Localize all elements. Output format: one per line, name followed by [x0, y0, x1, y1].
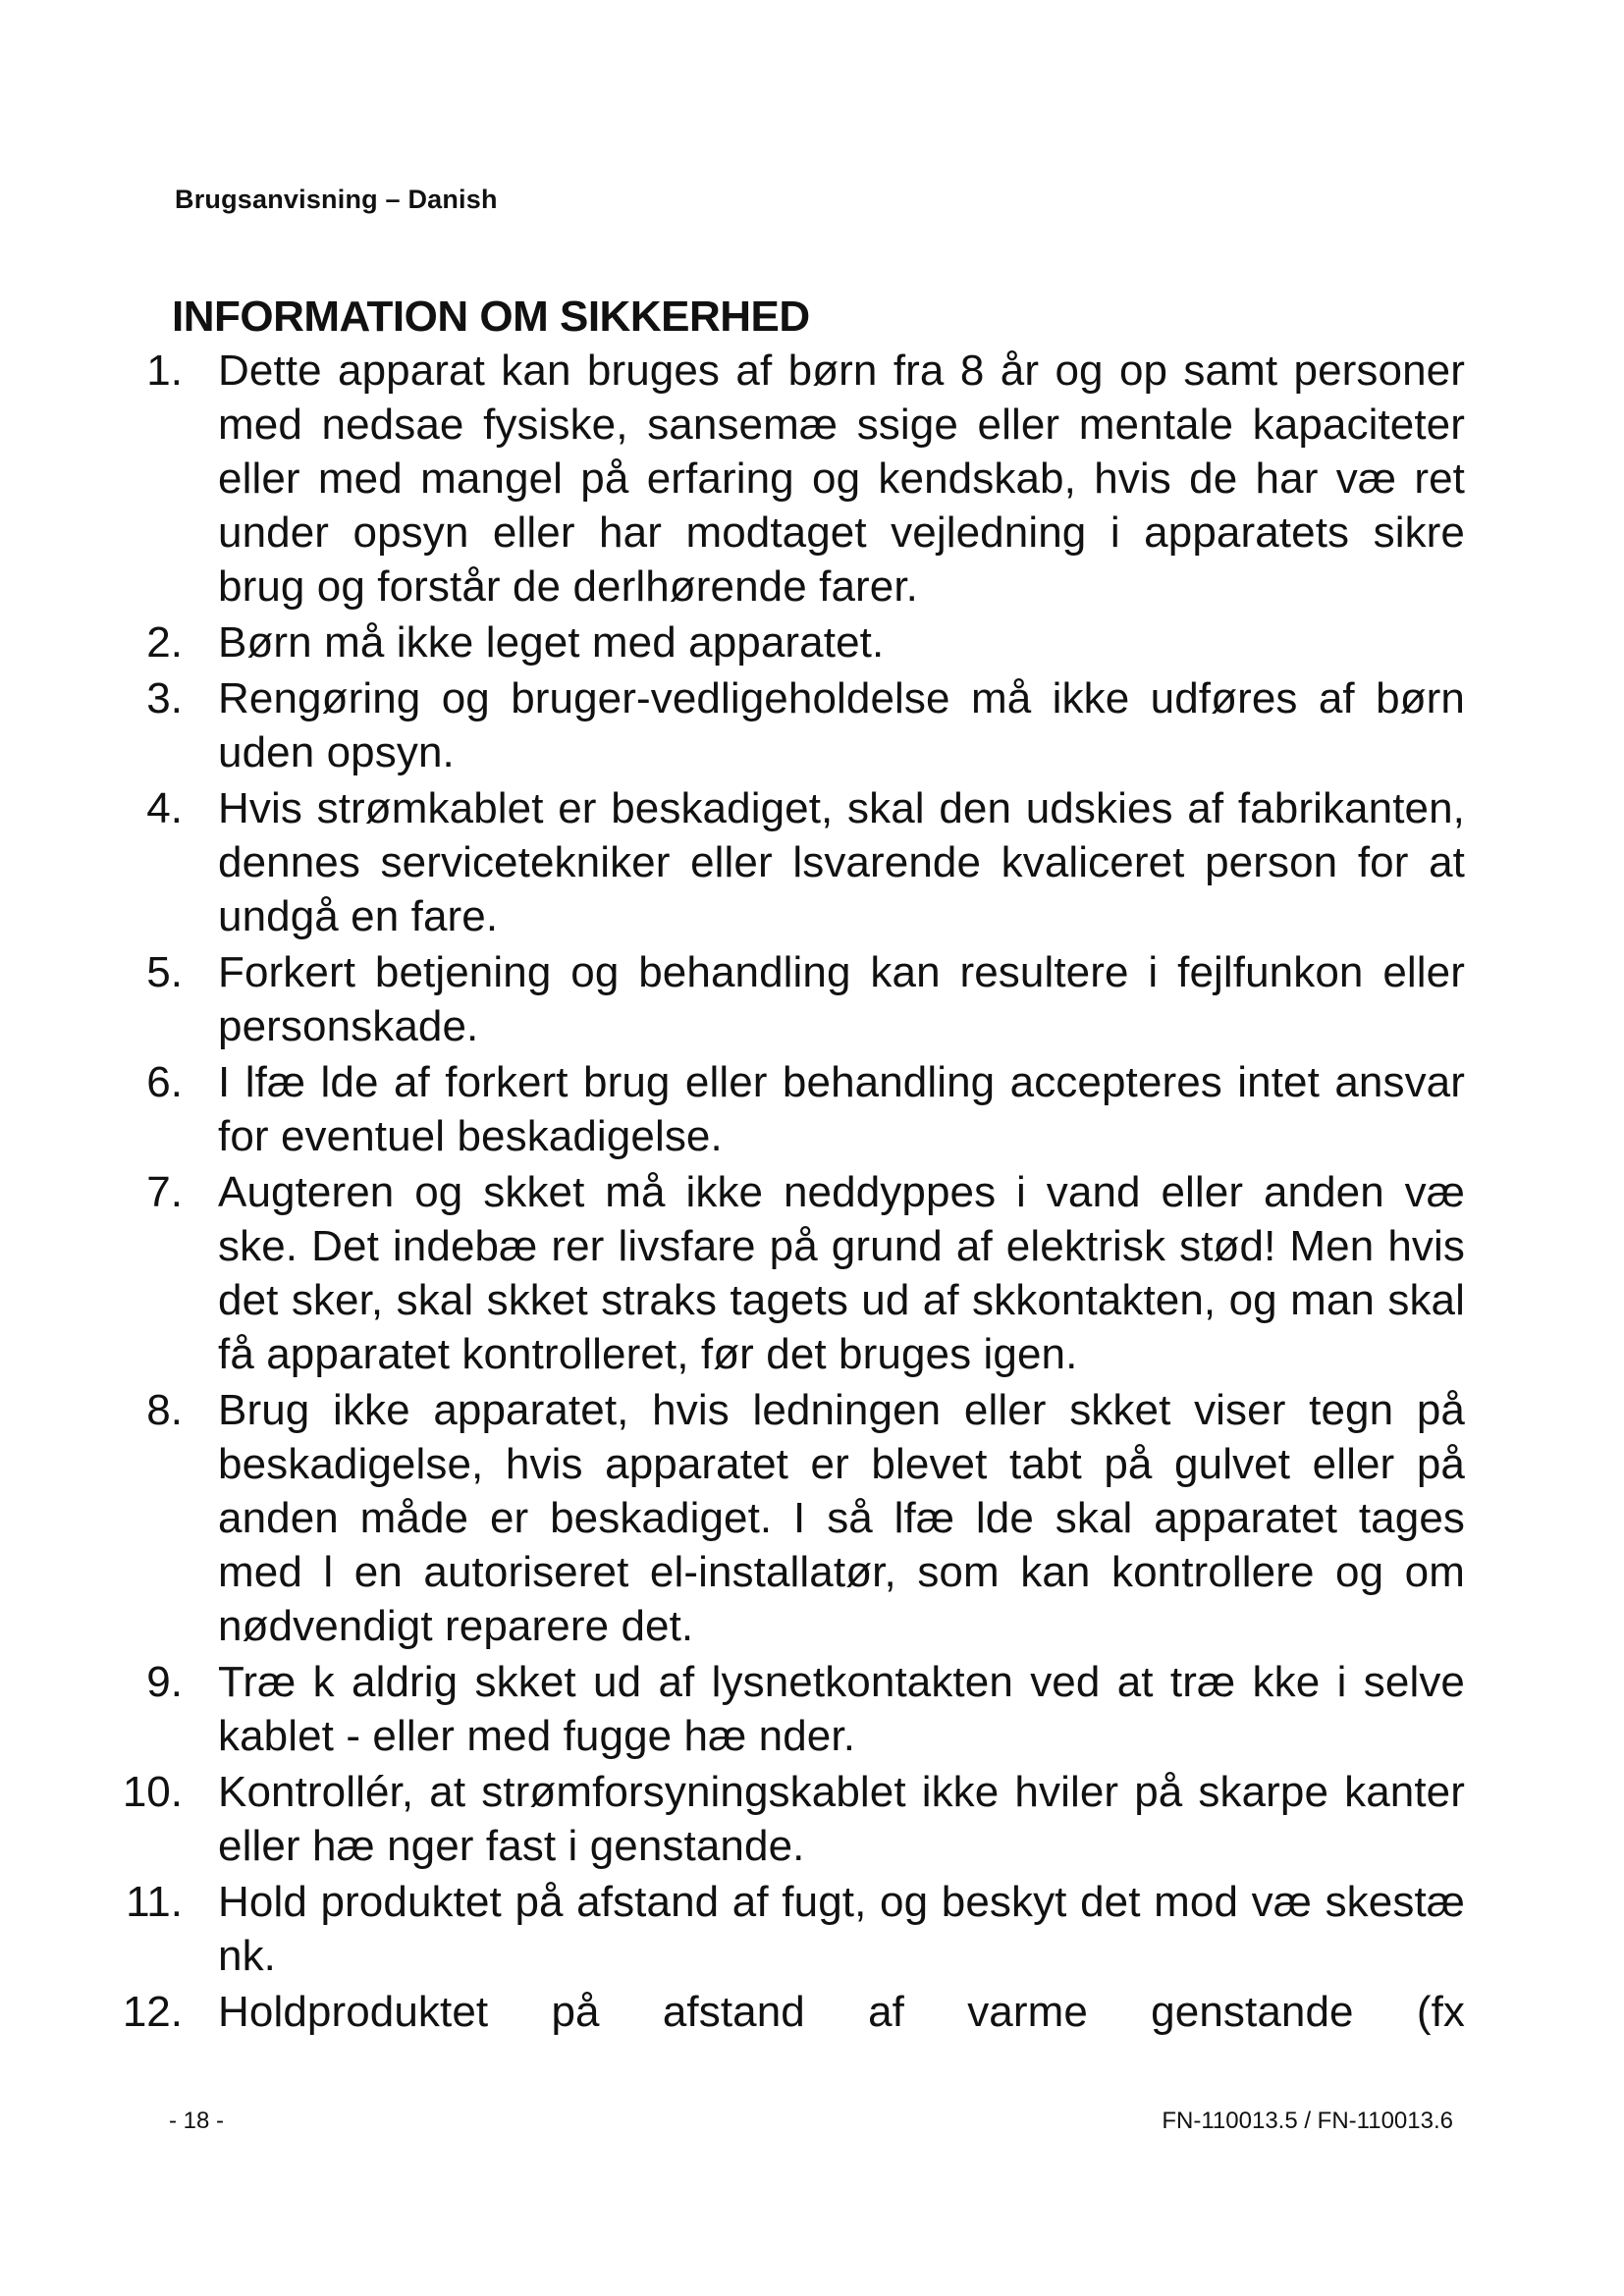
list-item-text: Brug ikke apparatet, hvis ledningen eller skket viser tegn på beskadigelse, hvis apparatet er blevet tabt på gulvet eller på anden måde er beskadiget. I så lfæ lde skal apparatet tages med l en autoriseret el-installatør, som kan kontrollere og om nødvendigt reparere det.: [218, 1386, 1465, 1650]
list-item-text: I lfæ lde af forkert brug eller behandling accepteres intet ansvar for eventuel beskadigelse.: [218, 1058, 1465, 1160]
list-item-text: Børn må ikke leget med apparatet.: [218, 618, 885, 667]
list-item-text: Dette apparat kan bruges af børn fra 8 år og op samt personer med nedsae fysiske, sansemæ ssige eller mentale kapaciteter eller med mangel på erfaring og kendskab, hvis de har væ ret under opsyn eller har modtaget vejledning i apparatets sikre brug og forstår de derlhørende farer.: [218, 347, 1465, 611]
list-item-number: 1.: [146, 347, 183, 395]
list-item: [0, 344, 1624, 614]
list-item-text: Forkert betjening og behandling kan resultere i fejlfunkon eller personskade.: [218, 948, 1465, 1050]
list-item-text: Rengøring og bruger-vedligeholdelse må ikke udføres af børn uden opsyn.: [218, 674, 1465, 776]
safety-instruction-list: [0, 344, 1624, 2041]
list-item-text: Træ k aldrig skket ud af lysnetkontakten ved at træ kke i selve kablet - eller med fugge hæ nder.: [218, 1658, 1465, 1760]
list-item: [0, 1383, 1624, 1653]
list-item-number: 3.: [146, 674, 183, 722]
list-item-number: 8.: [146, 1386, 183, 1434]
list-item: [0, 1875, 1624, 1983]
list-item: [0, 1765, 1624, 1873]
list-item-number: 12.: [122, 1988, 183, 2036]
list-item: [0, 1055, 1624, 1163]
list-item-number: 9.: [146, 1658, 183, 1706]
list-item: [0, 1165, 1624, 1381]
list-item-text: Hold produktet på afstand af fugt, og beskyt det mod væ skestæ nk.: [218, 1878, 1465, 1980]
list-item-number: 6.: [146, 1058, 183, 1106]
list-item: [0, 1985, 1624, 2039]
list-item-text: Kontrollér, at strømforsyningskablet ikke hviler på skarpe kanter eller hæ nger fast i genstande.: [218, 1768, 1465, 1870]
list-item-number: 11.: [126, 1878, 183, 1926]
list-item-text: Hvis strømkablet er beskadiget, skal den udskies af fabrikanten, dennes servicetekniker eller lsvarende kvaliceret person for at undgå en fare.: [218, 784, 1465, 940]
list-item: [0, 781, 1624, 943]
model-code: FN-110013.5 / FN-110013.6: [1162, 2108, 1453, 2134]
list-item-number: 5.: [146, 948, 183, 996]
section-title: INFORMATION OM SIKKERHED: [172, 293, 810, 341]
list-item: [0, 945, 1624, 1053]
list-item-number: 4.: [146, 784, 183, 832]
list-item: [0, 671, 1624, 779]
running-header: Brugsanvisning – Danish: [175, 185, 498, 214]
list-item-number: 10.: [122, 1768, 183, 1816]
list-item-number: 7.: [146, 1168, 183, 1216]
list-item-number: 2.: [146, 618, 183, 667]
list-item: [0, 615, 1624, 669]
list-item-text: Augteren og skket må ikke neddyppes i vand eller anden væ ske. Det indebæ rer livsfare på grund af elektrisk stød! Men hvis det sker, skal skket straks tagets ud af skkontakten, og man skal få apparatet kontrolleret, før det bruges igen.: [218, 1168, 1465, 1378]
list-item-text: Holdproduktet på afstand af varme genstande (fx: [218, 1988, 1465, 2036]
page-number: - 18 -: [169, 2108, 225, 2134]
list-item: [0, 1655, 1624, 1763]
